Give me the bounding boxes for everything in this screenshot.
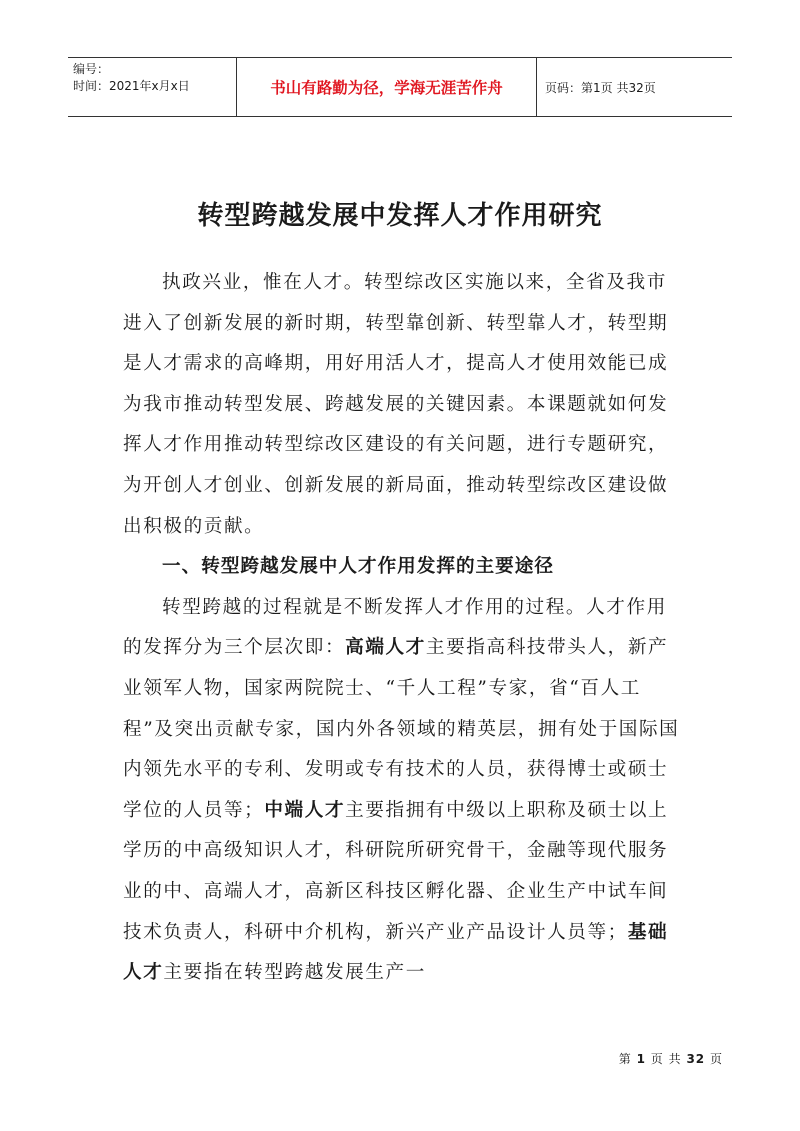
paragraph-text: 主要指在转型跨越发展生产一 — [163, 962, 426, 984]
paragraph-text: 主要指高科技带头人，新产业领军人物，国家两院院士、“千人工程”专家，省“百人工程”及突出贡献专家，国内外各领域的精英层，拥有处于国际国内领先水平的专利、发明或专有技术的人员，获得博士或硕士学位的人员等； — [123, 637, 680, 821]
header-motto: 书山有路勤为径，学海无涯苦作舟 — [237, 58, 537, 116]
header-page-info: 页码：第1页 共32页 — [545, 80, 656, 95]
intro-paragraph: 执政兴业，惟在人才。转型综改区实施以来，全省及我市进入了创新发展的新时期，转型靠创新、转型靠人才，转型期是人才需求的高峰期，用好用活人才，提高人才使用效能已成为我市推动转型发展、跨越发展的关键因素。本课题就如何发挥人才作用推动转型综改区建设的有关问题，进行专题研究，为开创人才创业、创新发展的新局面，推动转型综改区建设做出积极的贡献。 — [123, 272, 669, 537]
paragraph-text: 转型跨越的过程就是不断发挥人才作用的过程。人才作用的发挥分为三个层次即： — [123, 596, 667, 659]
footer-middle: 页 共 — [650, 1052, 682, 1066]
serial-label: 编号： — [73, 62, 110, 76]
term-mid-end-talent: 中端人才 — [264, 799, 346, 821]
term-basic-talent: 基础人才 — [123, 921, 669, 984]
time-label: 时间：2021年x月x日 — [73, 79, 190, 93]
term-high-end-talent: 高端人才 — [345, 637, 426, 659]
header-meta — [68, 58, 237, 116]
section-heading: 一、转型跨越发展中人才作用发挥的主要途径 — [162, 556, 554, 578]
footer-current-page: 1 — [636, 1052, 646, 1066]
document-body — [123, 263, 687, 994]
page-header — [68, 57, 732, 117]
page-footer — [0, 1050, 723, 1067]
paragraph-text: 主要指拥有中级以上职称及硕士以上学历的中高级知识人才，科研院所研究骨干，金融等现代服务业的中、高端人才，高新区科技区孵化器、企业生产中试车间技术负责人，科研中介机构，新兴产业产品设计人员等； — [123, 799, 669, 943]
body-paragraph — [123, 588, 687, 994]
footer-prefix: 第 — [618, 1052, 632, 1066]
footer-total-pages: 32 — [686, 1052, 706, 1066]
document-title: 转型跨越发展中发挥人才作用研究 — [197, 201, 603, 231]
footer-suffix: 页 — [709, 1052, 723, 1066]
